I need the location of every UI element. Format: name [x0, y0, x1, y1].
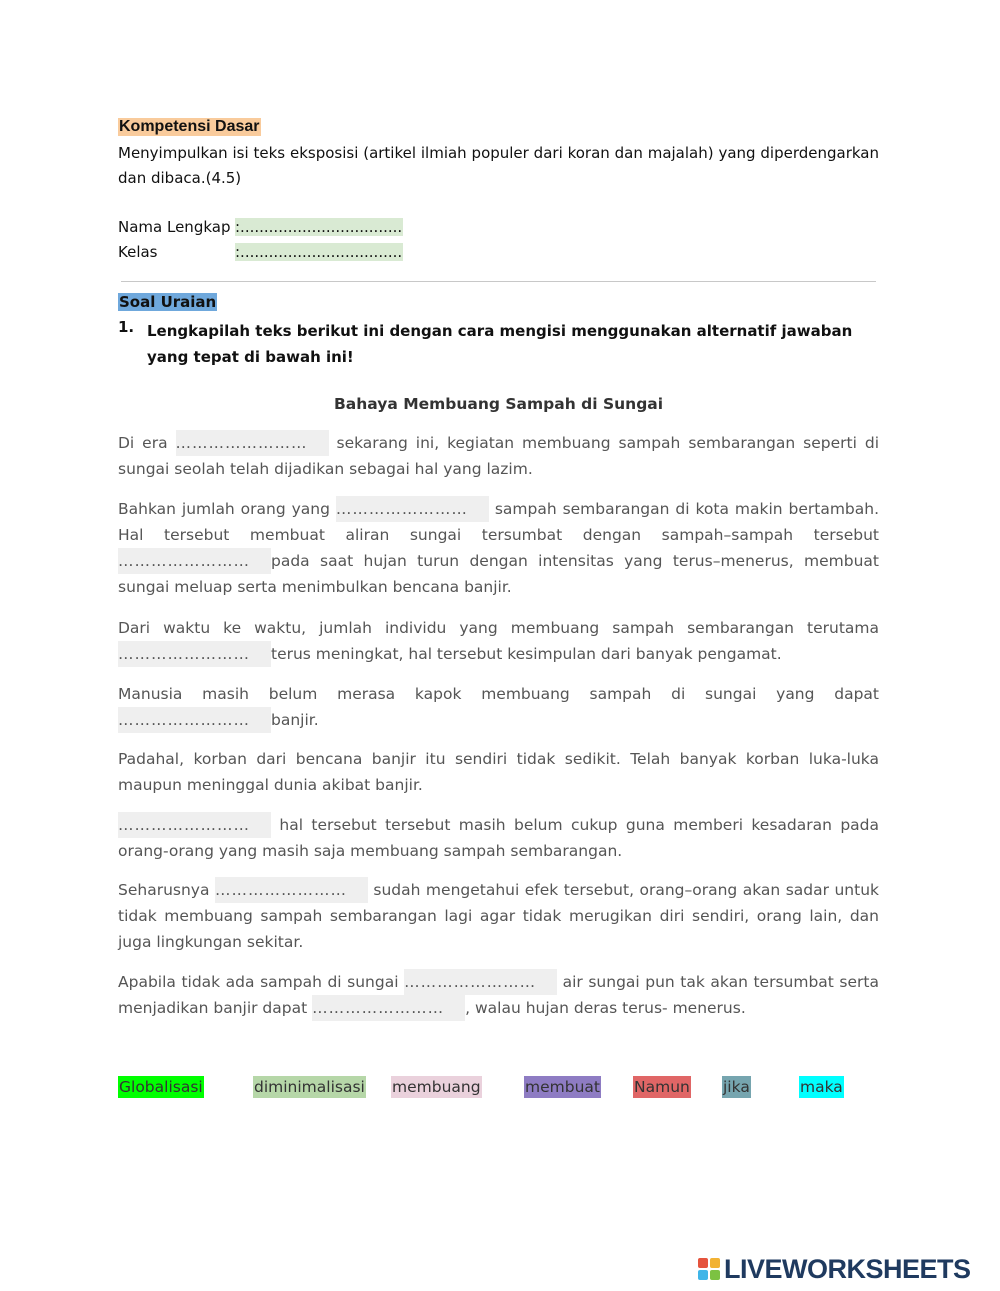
paragraph-6: …………………… hal tersebut tersebut masih belum cukup guna memberi kesadaran pada orang-orang yang masih saja membuang sampah sembarangan. — [118, 812, 879, 864]
paragraph-8: Apabila tidak ada sampah di sungai …………………… air sungai pun tak akan tersumbat serta menjadikan banjir dapat …………………… , walau hujan deras terus- menerus. — [118, 969, 879, 1021]
answer-blank[interactable]: …………………… — [118, 641, 271, 667]
paragraph-3: Dari waktu ke waktu, jumlah individu yang membuang sampah sembarangan terutama …………………… terus meningkat, hal tersebut kesimpulan dari banyak pengamat. — [118, 615, 879, 667]
option-jika[interactable]: jika — [723, 1078, 750, 1096]
answer-blank[interactable]: …………………… — [118, 548, 271, 574]
kompetensi-heading: Kompetensi Dasar — [119, 118, 260, 135]
class-field[interactable] — [235, 243, 403, 261]
class-field-value: :.................................. — [235, 243, 403, 261]
paragraph-5: Padahal, korban dari bencana banjir itu sendiri tidak sedikit. Telah banyak korban luka-luka maupun meninggal dunia akibat banjir. — [118, 750, 879, 794]
answer-blank[interactable]: …………………… — [404, 969, 557, 995]
answer-blank[interactable]: …………………… — [312, 995, 465, 1021]
name-field[interactable] — [235, 218, 403, 236]
kompetensi-text: Menyimpulkan isi teks eksposisi (artikel ilmiah populer dari koran dan majalah) yang diperdengarkan dan dibaca.(4.5) — [118, 144, 879, 187]
section-heading: Soal Uraian — [119, 293, 217, 311]
paragraph-1: Di era …………………… sekarang ini, kegiatan membuang sampah sembarangan seperti di sungai seolah telah dijadikan sebagai hal yang lazim. — [118, 430, 879, 482]
answer-blank[interactable]: …………………… — [118, 707, 271, 733]
answer-blank[interactable]: …………………… — [176, 430, 329, 456]
paragraph-2: Bahkan jumlah orang yang …………………… sampah sembarangan di kota makin bertambah. Hal tersebut membuat aliran sungai tersumbat dengan sampah–sampah tersebut …………………… pada saat hujan turun dengan intensitas yang terus–menerus, membuat sungai meluap serta menimbulkan bencana banjir. — [118, 496, 879, 600]
option-maka[interactable]: maka — [800, 1078, 843, 1096]
answer-blank[interactable]: …………………… — [336, 496, 489, 522]
option-membuat[interactable]: membuat — [525, 1078, 600, 1096]
answer-blank[interactable]: …………………… — [118, 812, 271, 838]
liveworksheets-logo-text: LIVEWORKSHEETS — [724, 1254, 971, 1284]
liveworksheets-logo-icon — [698, 1258, 722, 1282]
option-namun[interactable]: Namun — [634, 1078, 690, 1096]
name-label: Nama Lengkap — [118, 218, 231, 236]
article-title: Bahaya Membuang Sampah di Sungai — [333, 395, 664, 413]
option-diminimalisasi[interactable]: diminimalisasi — [254, 1078, 365, 1096]
divider — [121, 281, 876, 282]
class-label: Kelas — [118, 243, 158, 261]
paragraph-4: Manusia masih belum merasa kapok membuang sampah di sungai yang dapat …………………… banjir. — [118, 681, 879, 733]
answer-blank[interactable]: …………………… — [215, 877, 368, 903]
option-globalisasi[interactable]: Globalisasi — [119, 1078, 203, 1096]
option-membuang[interactable]: membuang — [392, 1078, 481, 1096]
paragraph-7: Seharusnya …………………… sudah mengetahui efek tersebut, orang–orang akan sadar untuk tidak membuang sampah sembarangan lagi agar tidak merugikan diri sendiri, orang lain, dan juga lingkungan sekitar. — [118, 877, 879, 955]
question-number: 1. — [118, 318, 135, 336]
name-field-value: :.................................. — [235, 218, 403, 236]
question-text: Lengkapilah teks berikut ini dengan cara mengisi menggunakan alternatif jawaban yang tepat di bawah ini! — [147, 322, 853, 366]
